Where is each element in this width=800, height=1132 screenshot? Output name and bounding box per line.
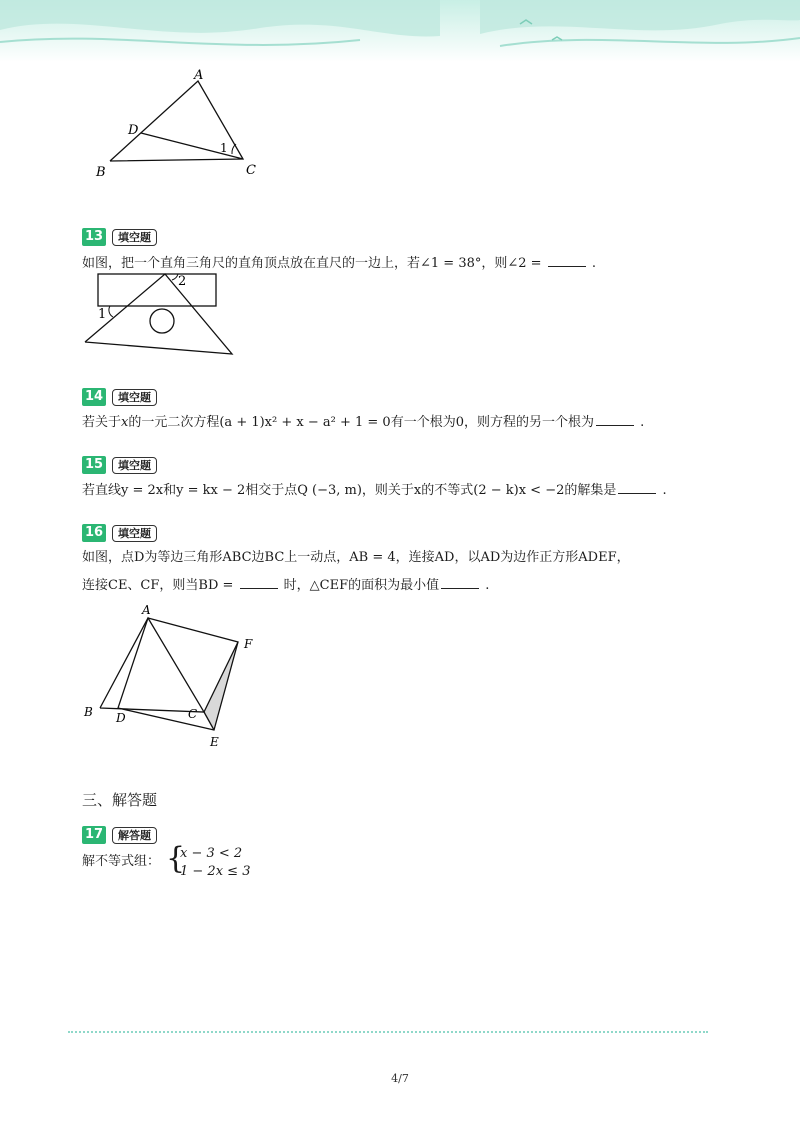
q16-answer-blank-2[interactable] [441, 576, 479, 589]
q13-number: 13 [82, 228, 106, 246]
q16-text-a: 连接CE、CF，则当BD = [82, 578, 238, 593]
q15-text-b: . [658, 483, 667, 498]
q16-label-f: F [244, 637, 253, 651]
q17-number: 17 [82, 826, 106, 844]
q16-number: 16 [82, 524, 106, 542]
q15-text-a: 若直线y = 2x和y = kx − 2相交于点Q (−3, m)，则关于x的不等式(2 − k)x < −2的解集是 [82, 483, 617, 498]
q14-var-x: x [121, 415, 129, 430]
q14-number: 14 [82, 388, 106, 406]
q13-answer-blank[interactable] [548, 254, 586, 267]
q13-text-a: 如图，把一个直角三角尺的直角顶点放在直尺的一边上，若∠1 = 38°，则∠2 = [82, 256, 546, 271]
q14-text-b: 的一元二次方程(a + 1)x² + x − a² + 1 = 0有一个根为0，则方程的另一个根为 [128, 415, 594, 430]
q17-badge [82, 826, 157, 844]
q14-badge [82, 388, 157, 406]
q13-label-1: 1 [98, 307, 107, 322]
q16-question-line2 [82, 576, 489, 595]
q15-question-text [82, 481, 667, 500]
page-number: 4/7 [391, 1072, 409, 1085]
q13-label-2: 2 [178, 274, 187, 289]
q13-ruler-triangle-figure [80, 268, 250, 360]
q16-badge [82, 524, 157, 542]
q16-type-tag: 填空题 [112, 525, 157, 542]
q12-label-c: C [246, 163, 256, 178]
q13-type-tag: 填空题 [112, 229, 157, 246]
q12-label-b: B [96, 165, 106, 180]
q14-type-tag: 填空题 [112, 389, 157, 406]
q16-label-b: B [84, 705, 93, 719]
q16-label-c: C [188, 707, 198, 721]
q17-brace: { [166, 841, 186, 876]
q15-badge [82, 456, 157, 474]
q13-text-b: . [587, 256, 596, 271]
q14-answer-blank[interactable] [596, 413, 634, 426]
q16-label-d: D [116, 711, 126, 725]
section-title: 三、解答题 [82, 791, 158, 809]
q12-label-a: A [194, 68, 204, 83]
q17-inequality-1: x − 3 < 2 [180, 846, 243, 861]
q12-triangle-figure [88, 64, 268, 184]
q13-badge [82, 228, 157, 246]
q16-text-c: . [481, 578, 490, 593]
q17-prefix: 解不等式组： [82, 854, 161, 869]
q16-answer-blank-1[interactable] [240, 576, 278, 589]
q17-type-tag: 解答题 [112, 827, 157, 844]
q16-question-line1: 如图，点D为等边三角形ABC边BC上一动点，AB = 4，连接AD，以AD为边作正方形ADEF， [82, 550, 630, 565]
header-wave-banner [0, 0, 800, 62]
footer-dotted-divider [68, 1031, 708, 1033]
q14-text-a: 若关于 [82, 415, 122, 430]
q14-question-text [82, 413, 644, 432]
q16-text-b: 时，△CEF的面积为最小值 [279, 578, 440, 593]
q12-label-angle1: 1 [220, 141, 228, 155]
q14-text-c: . [635, 415, 645, 430]
q17-inequality-2: 1 − 2x ≤ 3 [180, 864, 251, 879]
q15-answer-blank[interactable] [618, 481, 656, 494]
q16-label-a: A [142, 603, 151, 617]
q15-number: 15 [82, 456, 106, 474]
q15-type-tag: 填空题 [112, 457, 157, 474]
q16-square-triangle-figure [78, 600, 268, 752]
q12-label-d: D [128, 123, 139, 138]
q16-label-e: E [210, 735, 219, 749]
